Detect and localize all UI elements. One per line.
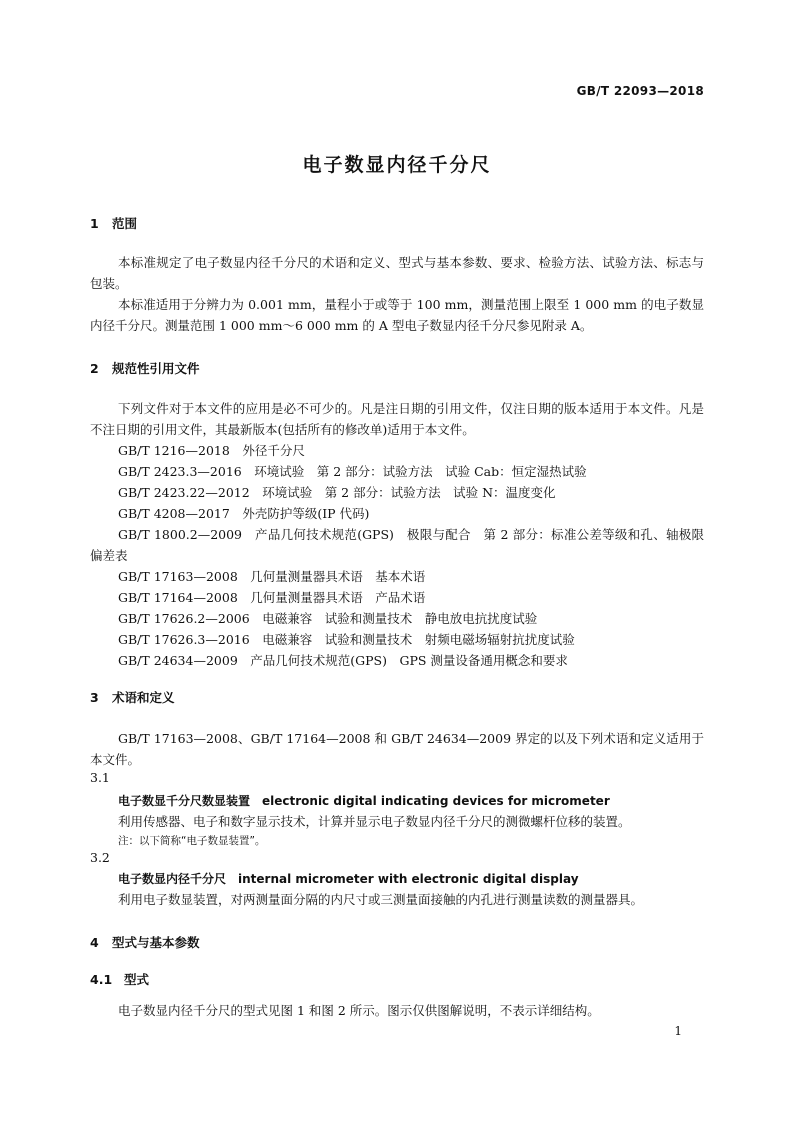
section-number: 2 (90, 361, 99, 376)
paragraph: 电子数显内径千分尺的型式见图 1 和图 2 所示。图示仅供图解说明，不表示详细结构。 (118, 1003, 600, 1018)
document-title: 电子数显内径千分尺 (302, 154, 492, 176)
paragraph: 本标准适用于分辨力为 0.001 mm，量程小于或等于 100 mm，测量范围上限至 1 000 mm 的电子数显内径千分尺。测量范围 1 000 mm～6 000 mm 的 A 型电子数显内径千分尺参见附录 A。 (90, 297, 704, 333)
clause-number: 3.1 (90, 770, 110, 785)
term-entry: 电子数显内径千分尺 internal micrometer with electronic digital display (118, 872, 579, 886)
reference-item: GB/T 2423.3—2016 环境试验 第 2 部分：试验方法 试验 Cab：恒定湿热试验 (118, 464, 587, 479)
section-heading-type-and-parameters (90, 933, 200, 951)
reference-item: GB/T 2423.22—2012 环境试验 第 2 部分：试验方法 试验 N：温度变化 (118, 485, 556, 500)
subsection-number: 4.1 (90, 972, 113, 987)
subsection-title: 型式 (124, 972, 150, 987)
paragraph: GB/T 17163—2008、GB/T 17164—2008 和 GB/T 24634—2009 界定的以及下列术语和定义适用于本文件。 (90, 731, 704, 767)
section-title: 规范性引用文件 (112, 361, 200, 376)
reference-item: GB/T 1800.2—2009 产品几何技术规范(GPS) 极限与配合 第 2 部分：标准公差等级和孔、轴极限偏差表 (90, 527, 704, 563)
reference-item: GB/T 17626.3—2016 电磁兼容 试验和测量技术 射频电磁场辐射抗扰度试验 (118, 632, 575, 647)
term-note: 注：以下简称“电子数显装置”。 (118, 835, 266, 847)
paragraph: 本标准规定了电子数显内径千分尺的术语和定义、型式与基本参数、要求、检验方法、试验方法、标志与包装。 (90, 255, 704, 291)
paragraph: 下列文件对于本文件的应用是必不可少的。凡是注日期的引用文件，仅注日期的版本适用于本文件。凡是不注日期的引用文件，其最新版本(包括所有的修改单)适用于本文件。 (90, 401, 704, 437)
reference-item: GB/T 4208—2017 外壳防护等级(IP 代码) (118, 506, 370, 521)
standard-number: GB/T 22093—2018 (576, 84, 704, 98)
reference-item: GB/T 17164—2008 几何量测量器具术语 产品术语 (118, 590, 426, 605)
reference-item: GB/T 24634—2009 产品几何技术规范(GPS) GPS 测量设备通用概念和要求 (118, 653, 568, 668)
subsection-heading-type (90, 970, 149, 988)
section-title: 术语和定义 (112, 690, 175, 705)
section-heading-normative-references (90, 359, 200, 377)
reference-item: GB/T 1216—2018 外径千分尺 (118, 443, 305, 458)
reference-item: GB/T 17626.2—2006 电磁兼容 试验和测量技术 静电放电抗扰度试验 (118, 611, 538, 626)
section-heading-scope (90, 214, 137, 232)
section-number: 3 (90, 690, 99, 705)
section-number: 1 (90, 216, 99, 231)
section-number: 4 (90, 935, 99, 950)
term-entry: 电子数显千分尺数显装置 electronic digital indicating devices for micrometer (118, 794, 610, 808)
section-title: 型式与基本参数 (112, 935, 200, 950)
section-heading-terms (90, 688, 175, 706)
section-title: 范围 (112, 216, 138, 231)
page-number: 1 (674, 1024, 682, 1038)
clause-number: 3.2 (90, 850, 110, 865)
term-definition: 利用电子数显装置，对两测量面分隔的内尺寸或三测量面接触的内孔进行测量读数的测量器具。 (118, 892, 644, 907)
term-definition: 利用传感器、电子和数字显示技术，计算并显示电子数显内径千分尺的测微螺杆位移的装置。 (118, 814, 631, 829)
reference-item: GB/T 17163—2008 几何量测量器具术语 基本术语 (118, 569, 426, 584)
